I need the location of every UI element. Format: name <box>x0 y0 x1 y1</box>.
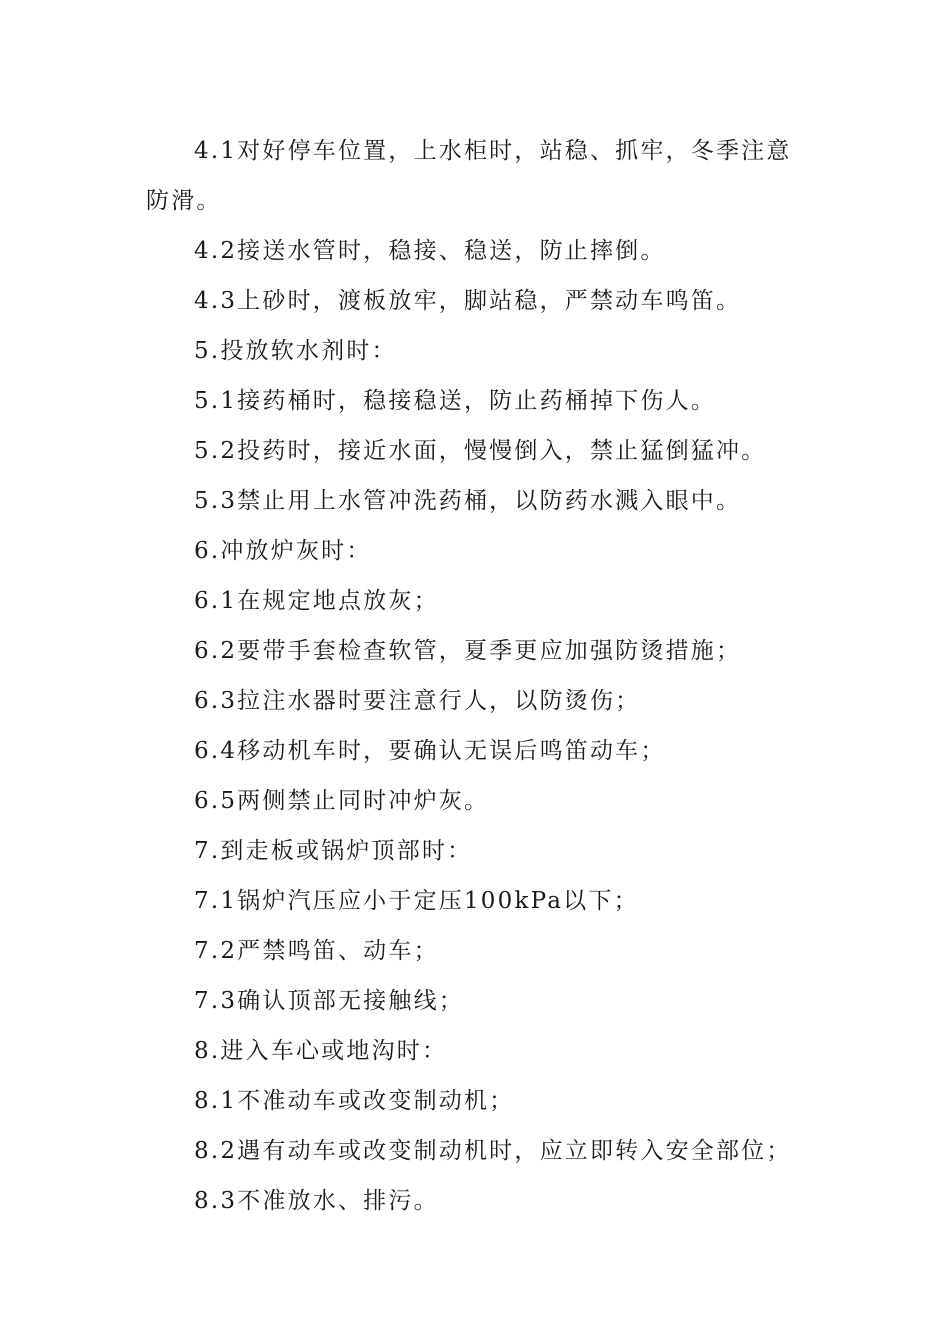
section-heading-8: 8.进入车心或地沟时： <box>194 1038 448 1064</box>
paragraph-6-1: 6.1在规定地点放灰； <box>194 588 439 614</box>
section-heading-7: 7.到走板或锅炉顶部时： <box>194 838 473 864</box>
section-heading-5: 5.投放软水剂时： <box>194 338 397 364</box>
paragraph-8-1: 8.1不准动车或改变制动机； <box>194 1088 515 1114</box>
paragraph-7-1: 7.1锅炉汽压应小于定压100kPa以下； <box>194 888 639 914</box>
paragraph-7-3: 7.3确认顶部无接触线； <box>194 988 464 1014</box>
document-body <box>146 126 806 1226</box>
paragraph-5-3: 5.3禁止用上水管冲洗药桶，以防药水溅入眼中。 <box>194 488 742 514</box>
paragraph-7-2: 7.2严禁鸣笛、动车； <box>194 938 439 964</box>
paragraph-6-5: 6.5两侧禁止同时冲炉灰。 <box>194 788 490 814</box>
paragraph-6-4: 6.4移动机车时，要确认无误后鸣笛动车； <box>194 738 666 764</box>
paragraph-8-2: 8.2遇有动车或改变制动机时，应立即转入安全部位； <box>194 1138 792 1164</box>
paragraph-6-3: 6.3拉注水器时要注意行人，以防烫伤； <box>194 688 641 714</box>
paragraph-5-2: 5.2投药时，接近水面，慢慢倒入，禁止猛倒猛冲。 <box>194 438 767 464</box>
paragraph-8-3: 8.3不准放水、排污。 <box>194 1188 439 1214</box>
section-heading-6: 6.冲放炉灰时： <box>194 538 372 564</box>
paragraph-4-2: 4.2接送水管时，稳接、稳送，防止摔倒。 <box>194 238 666 264</box>
paragraph-6-2: 6.2要带手套检查软管，夏季更应加强防烫措施； <box>194 638 742 664</box>
paragraph-5-1: 5.1接药桶时，稳接稳送，防止药桶掉下伤人。 <box>194 388 716 414</box>
paragraph-4-1: 4.1对好停车位置，上水柜时，站稳、抓牢，冬季注意防滑。 <box>146 138 792 214</box>
paragraph-4-3: 4.3上砂时，渡板放牢，脚站稳，严禁动车鸣笛。 <box>194 288 742 314</box>
